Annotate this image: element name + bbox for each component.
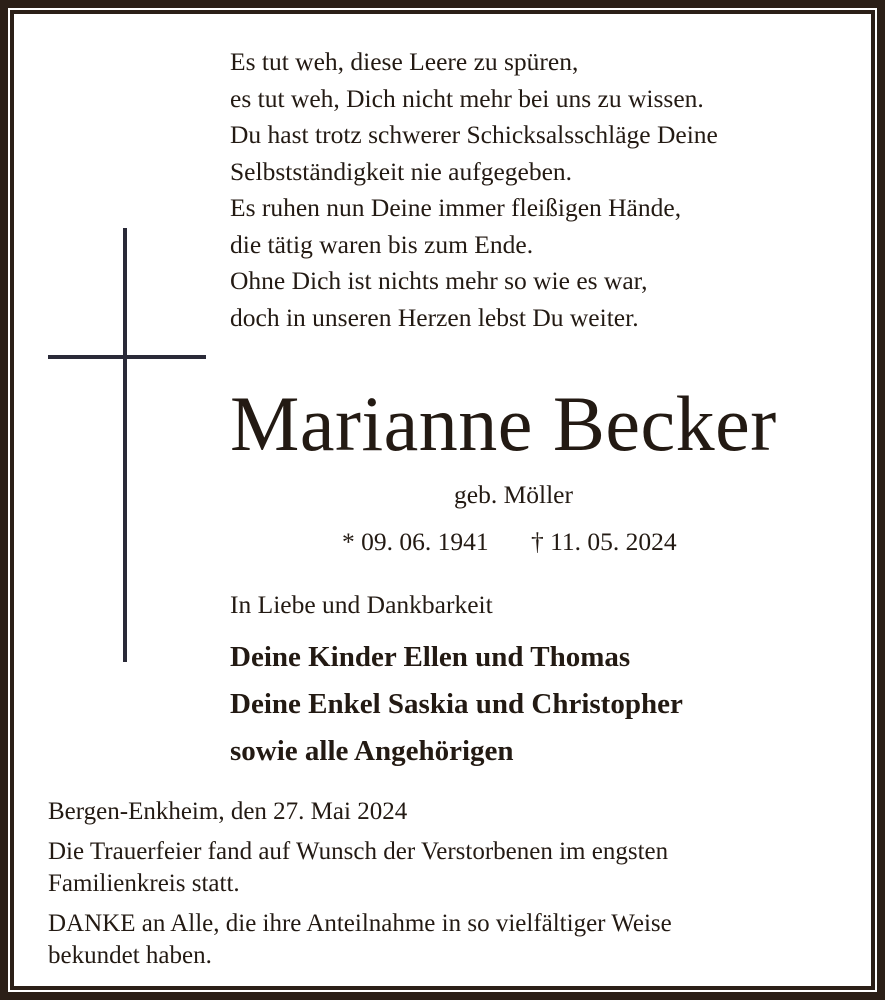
ceremony-line: Familienkreis statt. [48, 870, 240, 897]
mourner-line: Deine Enkel Saskia und Christopher [230, 688, 683, 720]
cross-vertical-bar [123, 228, 127, 662]
ceremony-line: Die Trauerfeier fand auf Wunsch der Verstorbenen im engsten [48, 838, 669, 865]
poem [230, 44, 718, 336]
cross-icon [48, 228, 206, 662]
mourners-intro: In Liebe und Dankbarkeit [230, 590, 493, 619]
poem-line: Es ruhen nun Deine immer fleißigen Hände, [230, 193, 682, 222]
poem-line: doch in unseren Herzen lebst Du weiter. [230, 302, 639, 332]
mourner-line: sowie alle Angehörigen [230, 735, 514, 767]
life-dates [342, 527, 677, 557]
deceased-name: Marianne Becker [230, 380, 777, 467]
obituary-notice [14, 14, 871, 986]
poem-line: Ohne Dich ist nichts mehr so wie es war, [230, 266, 648, 295]
poem-line: Es tut weh, diese Leere zu spüren, [230, 47, 579, 76]
poem-line: es tut weh, Dich nicht mehr bei uns zu wissen. [230, 83, 704, 113]
poem-line: die tätig waren bis zum Ende. [230, 229, 534, 259]
death-date: † 11. 05. 2024 [531, 527, 677, 556]
mourner-line: Deine Kinder Ellen und Thomas [230, 641, 631, 673]
place-date: Bergen-Enkheim, den 27. Mai 2024 [48, 798, 408, 825]
cross-horizontal-bar [48, 355, 206, 359]
maiden-name: geb. Möller [454, 480, 573, 509]
poem-line: Du hast trotz schwerer Schicksalsschläge Deine [230, 120, 718, 149]
ceremony-note [48, 836, 672, 900]
thanks-line: DANKE an Alle, die ihre Anteilnahme in so vielfältiger Weise [48, 910, 672, 937]
footer [48, 796, 672, 980]
mourners-list [230, 634, 683, 775]
poem-line: Selbstständigkeit nie aufgegeben. [230, 156, 573, 186]
thanks-note [48, 908, 672, 972]
thanks-line: bekundet haben. [48, 942, 212, 969]
birth-date: * 09. 06. 1941 [342, 527, 489, 556]
